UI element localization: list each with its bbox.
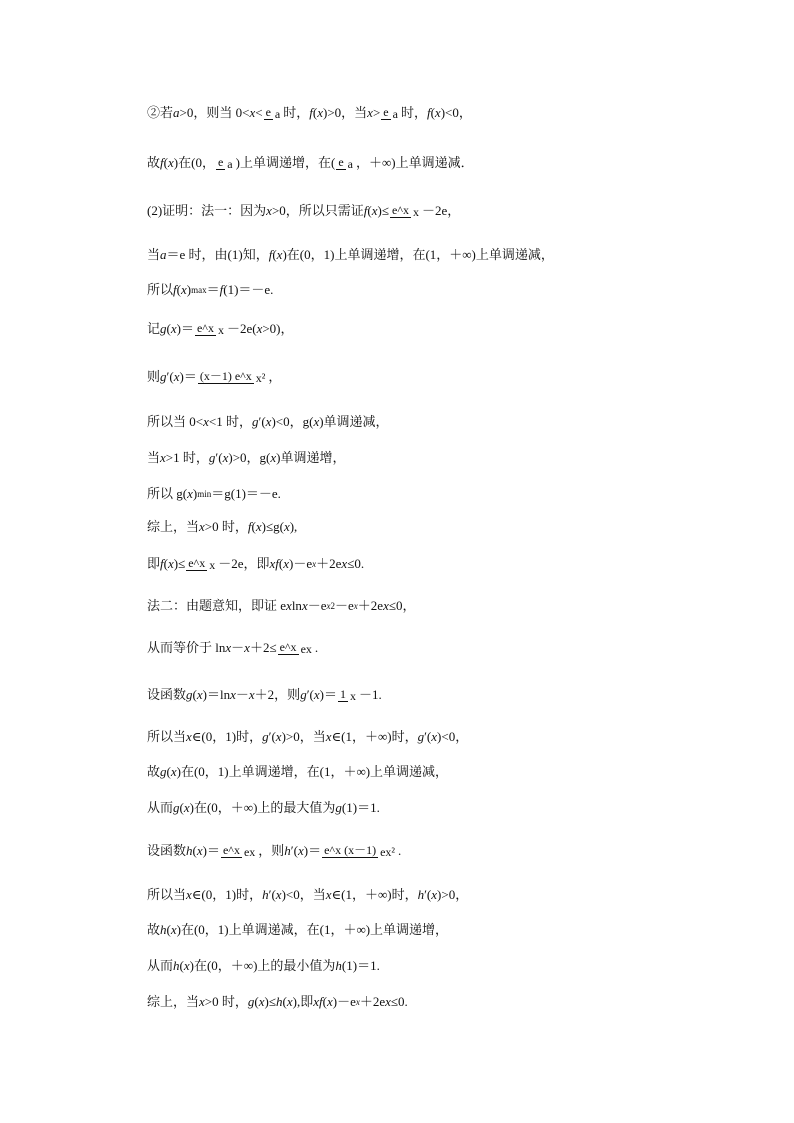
text-run: (1)＝－e. — [223, 282, 274, 298]
text-run: ( — [278, 556, 284, 572]
text-run: ＋2e — [357, 598, 384, 614]
text-line-l02 — [147, 154, 474, 171]
text-run: ′( — [424, 729, 432, 745]
text-run: ′( — [166, 369, 174, 385]
fraction-denominator: x² — [255, 370, 266, 385]
text-run: x — [173, 369, 180, 385]
text-run: x — [203, 414, 209, 430]
text-line-l15 — [147, 686, 382, 703]
text-run: x — [355, 997, 360, 1008]
text-line-l05 — [147, 281, 273, 298]
fraction-denominator: a — [347, 156, 353, 171]
text-run: ) — [192, 486, 198, 502]
text-run: ( — [166, 321, 171, 337]
text-line-l17 — [147, 763, 448, 780]
text-run: x — [326, 601, 331, 612]
text-run: x — [196, 687, 203, 703]
text-run: g — [160, 764, 167, 780]
text-run: g — [251, 414, 259, 430]
text-run: ′( — [215, 450, 223, 466]
fraction-denominator: a — [227, 156, 233, 171]
text-run: g — [186, 687, 193, 703]
text-run: 所以 g( — [147, 486, 188, 502]
text-run: f — [247, 519, 252, 535]
text-run: x — [160, 450, 166, 466]
fraction — [381, 106, 400, 120]
text-line-l13 — [147, 597, 415, 614]
text-run: f — [275, 556, 279, 572]
fraction — [278, 641, 314, 655]
text-run: ′( — [268, 887, 276, 903]
text-run: g — [208, 450, 216, 466]
text-run: x — [183, 800, 190, 816]
text-run: )在 — [173, 155, 192, 171]
text-run: 故 — [147, 922, 161, 938]
fraction — [186, 557, 217, 571]
text-run: 设函数 — [147, 687, 187, 703]
text-run: 记 — [147, 321, 161, 337]
text-line-l16 — [147, 728, 468, 745]
text-run: x — [170, 922, 177, 938]
text-run: 故 — [147, 155, 161, 171]
text-run: ), — [289, 519, 298, 535]
text-run: a — [173, 105, 180, 121]
text-run: x — [248, 687, 255, 703]
fraction-numerator: e — [383, 105, 389, 120]
text-run: ∈(0，1)时， — [191, 729, 263, 745]
text-run: h — [160, 922, 167, 938]
text-run: ′( — [268, 729, 276, 745]
text-run: x — [297, 843, 304, 859]
text-run: x — [186, 887, 192, 903]
text-run: x — [255, 519, 262, 535]
text-line-l03 — [147, 202, 460, 219]
text-run: )>0， — [437, 887, 469, 903]
fraction-denominator: ex — [300, 641, 312, 656]
text-run: x — [286, 598, 292, 614]
text-run: )>0，g( — [228, 450, 271, 466]
fraction-denominator: ex² — [380, 844, 395, 859]
text-run: －2e，即 — [218, 556, 270, 572]
text-run: ( — [166, 764, 171, 780]
text-run: f — [173, 282, 177, 298]
text-run: )单调递增， — [276, 450, 346, 466]
text-run: g — [335, 800, 342, 816]
text-run: g — [300, 687, 307, 703]
text-run: x — [286, 994, 293, 1010]
text-run: f — [160, 556, 164, 572]
text-run: x — [170, 764, 177, 780]
text-run: 所以当 — [147, 729, 187, 745]
text-run: )<0， — [437, 729, 469, 745]
text-run: ( — [163, 556, 168, 572]
text-line-l09 — [147, 449, 345, 466]
text-run: )≤ — [173, 556, 186, 572]
text-run: x — [230, 687, 236, 703]
text-line-l19 — [147, 842, 401, 859]
text-run: ( — [322, 994, 327, 1010]
text-run: x — [275, 887, 282, 903]
text-line-l14 — [147, 639, 318, 656]
text-run: . — [314, 640, 319, 656]
fraction — [336, 156, 355, 170]
text-run: )＝ — [176, 321, 194, 337]
fraction-denominator: x — [209, 557, 216, 572]
fraction — [198, 370, 268, 384]
text-run: >0，所以只需证 — [271, 203, 364, 219]
text-run: f — [318, 994, 323, 1010]
text-run: ( — [330, 155, 336, 171]
text-run: ′( — [306, 687, 314, 703]
text-run: h — [173, 958, 180, 974]
text-run: x — [183, 958, 190, 974]
text-run: h — [417, 887, 425, 903]
text-run: x — [353, 601, 358, 612]
text-run: x — [196, 843, 203, 859]
fraction — [221, 844, 257, 858]
fraction-numerator: e^x — [222, 843, 240, 858]
text-line-l01 — [147, 104, 472, 121]
text-line-l10 — [147, 485, 281, 502]
text-run: x — [385, 994, 391, 1010]
text-run: f — [309, 105, 313, 121]
text-run: ( — [192, 687, 197, 703]
text-run: >0，则当 0< — [179, 105, 250, 121]
text-run: ) — [235, 155, 240, 171]
text-run: ≤0. — [390, 994, 408, 1010]
fraction-numerator: e^x — [279, 640, 297, 655]
text-run: g — [173, 800, 180, 816]
text-run: ≤0. — [347, 556, 365, 572]
text-run: g — [160, 369, 167, 385]
text-run: 从而 — [147, 958, 174, 974]
text-run: x — [249, 105, 256, 121]
text-run: )－e — [289, 556, 313, 572]
text-run: ( — [251, 519, 256, 535]
text-run: 设函数 — [147, 843, 187, 859]
text-run: 上单调递减． — [395, 155, 474, 171]
text-run: >1 时， — [165, 450, 209, 466]
fraction-denominator: ex — [243, 844, 256, 859]
text-run: x — [276, 247, 283, 263]
text-run: ′( — [424, 887, 432, 903]
text-run: x — [325, 729, 332, 745]
text-run: ′( — [290, 843, 298, 859]
text-run: )<0，g( — [271, 414, 314, 430]
text-run: )<0，当 — [281, 887, 326, 903]
text-run: )＝ — [179, 369, 197, 385]
text-run: ＋2e — [359, 994, 386, 1010]
text-run: (0， — [191, 155, 215, 171]
text-run: x — [313, 994, 319, 1010]
text-run: 上单调递增，在 — [239, 155, 331, 171]
text-run: f — [363, 203, 368, 219]
text-run: h — [275, 994, 283, 1010]
text-line-l22 — [147, 957, 380, 974]
fraction — [216, 156, 235, 170]
text-run: ( — [176, 282, 181, 298]
text-run: x — [431, 887, 438, 903]
text-run: )在(0，1)上单调递减，在(1，＋∞)上单调递增， — [176, 922, 449, 938]
text-line-l18 — [147, 799, 380, 816]
text-run: 当 — [147, 450, 161, 466]
fraction-numerator: 1 — [340, 687, 346, 702]
fraction-denominator: x — [217, 322, 224, 337]
text-run: x — [313, 414, 320, 430]
text-run: max — [191, 285, 207, 296]
text-line-l21 — [147, 921, 448, 938]
text-run: (2)证明：法一：因为 — [147, 203, 267, 219]
text-run: ( — [179, 800, 184, 816]
text-run: x — [266, 203, 272, 219]
fraction-numerator: (x－1) e^x — [199, 369, 252, 384]
fraction-denominator: a — [392, 106, 398, 121]
text-run: h — [284, 843, 291, 859]
text-run: g — [417, 729, 425, 745]
text-run: － — [231, 640, 245, 656]
text-run: ( — [254, 994, 259, 1010]
text-run: < — [255, 105, 263, 121]
text-run: ， — [268, 369, 282, 385]
text-run: x — [367, 105, 373, 121]
text-line-l20 — [147, 886, 468, 903]
text-run: . — [398, 843, 402, 859]
text-run: x — [199, 519, 205, 535]
text-run: －2e( — [226, 321, 257, 337]
text-run: f — [160, 155, 164, 171]
text-run: ≤0， — [388, 598, 416, 614]
fraction-numerator: e — [338, 155, 344, 170]
text-run: h — [262, 887, 269, 903]
text-run: )－e — [332, 994, 356, 1010]
text-line-l11 — [147, 518, 297, 535]
text-run: －e — [307, 598, 327, 614]
text-run: －e — [335, 598, 354, 614]
text-run: h — [335, 958, 342, 974]
text-run: ln — [291, 598, 302, 614]
fraction — [264, 106, 283, 120]
fraction — [390, 204, 421, 218]
text-run: )在(0，1)上单调递增，在(1，＋∞)上单调递减， — [176, 764, 449, 780]
text-run: ( — [282, 994, 287, 1010]
text-run: )＝ — [319, 687, 337, 703]
text-run: 从而等价于 ln — [147, 640, 226, 656]
text-run: >0 时， — [204, 994, 248, 1010]
text-run: 从而 — [147, 800, 174, 816]
text-run: x — [270, 450, 277, 466]
fraction-numerator: e^x — [188, 556, 206, 571]
text-run: x — [317, 105, 323, 121]
text-run: x — [167, 155, 174, 171]
text-run: ( — [192, 843, 197, 859]
fraction-numerator: e^x (x－1) — [324, 843, 377, 858]
text-run: 综上，当 — [147, 519, 200, 535]
text-run: ∈(0，1)时， — [191, 887, 263, 903]
fraction-numerator: e^x — [392, 203, 409, 218]
text-run: g — [262, 729, 269, 745]
text-run: x — [431, 729, 438, 745]
fraction — [322, 844, 397, 858]
text-run: x — [265, 414, 272, 430]
text-run: 综上，当 — [147, 994, 200, 1010]
text-run: g — [247, 994, 255, 1010]
text-run: x — [283, 556, 290, 572]
text-run: 2 — [330, 601, 335, 612]
fraction — [195, 322, 226, 336]
text-line-l07 — [147, 368, 281, 385]
text-run: ＋2≤ — [249, 640, 277, 656]
text-run: )在(0，1)上单调递增，在(1，＋∞)上单调递减， — [282, 247, 554, 263]
fraction-numerator: e — [217, 155, 224, 170]
text-run: x — [275, 729, 282, 745]
text-run: x — [371, 203, 378, 219]
text-run: ＋2e — [316, 556, 342, 572]
text-run: 所以当 0< — [147, 414, 204, 430]
text-run: x — [434, 105, 441, 121]
text-run: x — [341, 556, 348, 572]
text-line-l23 — [147, 993, 408, 1010]
text-run: x — [283, 519, 290, 535]
text-run: x — [312, 559, 317, 570]
text-run: － — [235, 687, 249, 703]
text-run: ，则 — [258, 843, 285, 859]
text-run: ②若 — [147, 105, 174, 121]
text-run: ( — [430, 105, 435, 121]
text-run: 所以当 — [147, 887, 187, 903]
text-run: 故 — [147, 764, 161, 780]
text-run: 法二：由题意知，即证 e — [147, 598, 287, 614]
text-run: )在(0，＋∞)上的最大值为 — [189, 800, 336, 816]
text-run: ( — [163, 155, 168, 171]
text-run: x — [199, 994, 205, 1010]
text-run: ∈(1，＋∞)时， — [331, 887, 418, 903]
text-run: ＝ — [206, 282, 220, 298]
text-line-l12 — [147, 555, 364, 572]
text-run: )＝ — [303, 843, 322, 859]
text-run: x — [225, 640, 232, 656]
text-run: ),即 — [292, 994, 314, 1010]
text-run: ( — [272, 247, 277, 263]
text-run: 时， — [283, 105, 310, 121]
text-run: ∈(1，＋∞)时， — [331, 729, 418, 745]
text-run: x — [269, 556, 276, 572]
text-run: ) — [186, 282, 192, 298]
text-run: f — [219, 282, 224, 298]
text-run: x — [258, 994, 265, 1010]
text-run: x — [170, 321, 177, 337]
text-run: ，＋∞) — [355, 155, 396, 171]
fraction — [338, 688, 358, 702]
text-run: ＝g(1)＝－e. — [211, 486, 281, 502]
text-run: min — [197, 489, 212, 500]
text-run: (1)＝1. — [341, 958, 380, 974]
text-run: 则 — [147, 369, 161, 385]
text-run: －1. — [359, 687, 382, 703]
text-run: ( — [367, 203, 372, 219]
text-run: )在(0，＋∞)上的最小值为 — [189, 958, 336, 974]
text-run: x — [313, 687, 320, 703]
text-run: x — [301, 598, 308, 614]
text-run: 当 — [147, 247, 161, 263]
text-run: ＝e 时，由(1)知， — [166, 247, 269, 263]
text-line-l04 — [147, 246, 554, 263]
fraction-numerator: e — [265, 105, 271, 120]
text-run: x — [383, 598, 389, 614]
text-run: )>0，当 — [281, 729, 326, 745]
text-run: ( — [166, 922, 171, 938]
text-run: 时， — [400, 105, 427, 121]
text-run: f — [426, 105, 431, 121]
text-run: ( — [179, 958, 184, 974]
text-run: x — [186, 729, 192, 745]
fraction-denominator: x — [350, 688, 356, 703]
text-run: x — [167, 556, 174, 572]
text-run: )≤g( — [261, 519, 284, 535]
text-run: ′( — [258, 414, 266, 430]
text-run: －2e， — [421, 203, 461, 219]
text-run: x — [187, 486, 193, 502]
text-line-l08 — [147, 413, 389, 430]
fraction-denominator: x — [412, 204, 419, 219]
text-run: x — [325, 887, 332, 903]
text-run: g — [160, 321, 167, 337]
text-run: x — [256, 321, 263, 337]
fraction-numerator: e^x — [196, 321, 214, 336]
text-run: )<0， — [440, 105, 472, 121]
text-run: 即 — [147, 556, 161, 572]
text-line-l06 — [147, 320, 294, 337]
text-run: a — [160, 247, 167, 263]
text-run: ( — [312, 105, 318, 121]
text-run: > — [372, 105, 381, 121]
text-run: x — [222, 450, 229, 466]
text-run: )≤ — [377, 203, 390, 219]
text-run: (1)＝1. — [341, 800, 380, 816]
text-run: x — [326, 994, 333, 1010]
text-run: >0)， — [262, 321, 294, 337]
text-run: )单调递减， — [319, 414, 389, 430]
text-run: x — [244, 640, 250, 656]
text-run: f — [268, 247, 273, 263]
text-run: >0 时， — [204, 519, 248, 535]
text-run: )＝ — [202, 843, 220, 859]
text-run: )>0，当 — [322, 105, 368, 121]
text-run: 所以 — [147, 282, 174, 298]
text-run: x — [180, 282, 187, 298]
text-run: <1 时， — [208, 414, 252, 430]
text-run: )＝ln — [202, 687, 231, 703]
fraction-denominator: a — [274, 106, 281, 121]
text-run: )≤ — [264, 994, 276, 1010]
text-run: h — [186, 843, 193, 859]
text-run: ＋2，则 — [254, 687, 301, 703]
